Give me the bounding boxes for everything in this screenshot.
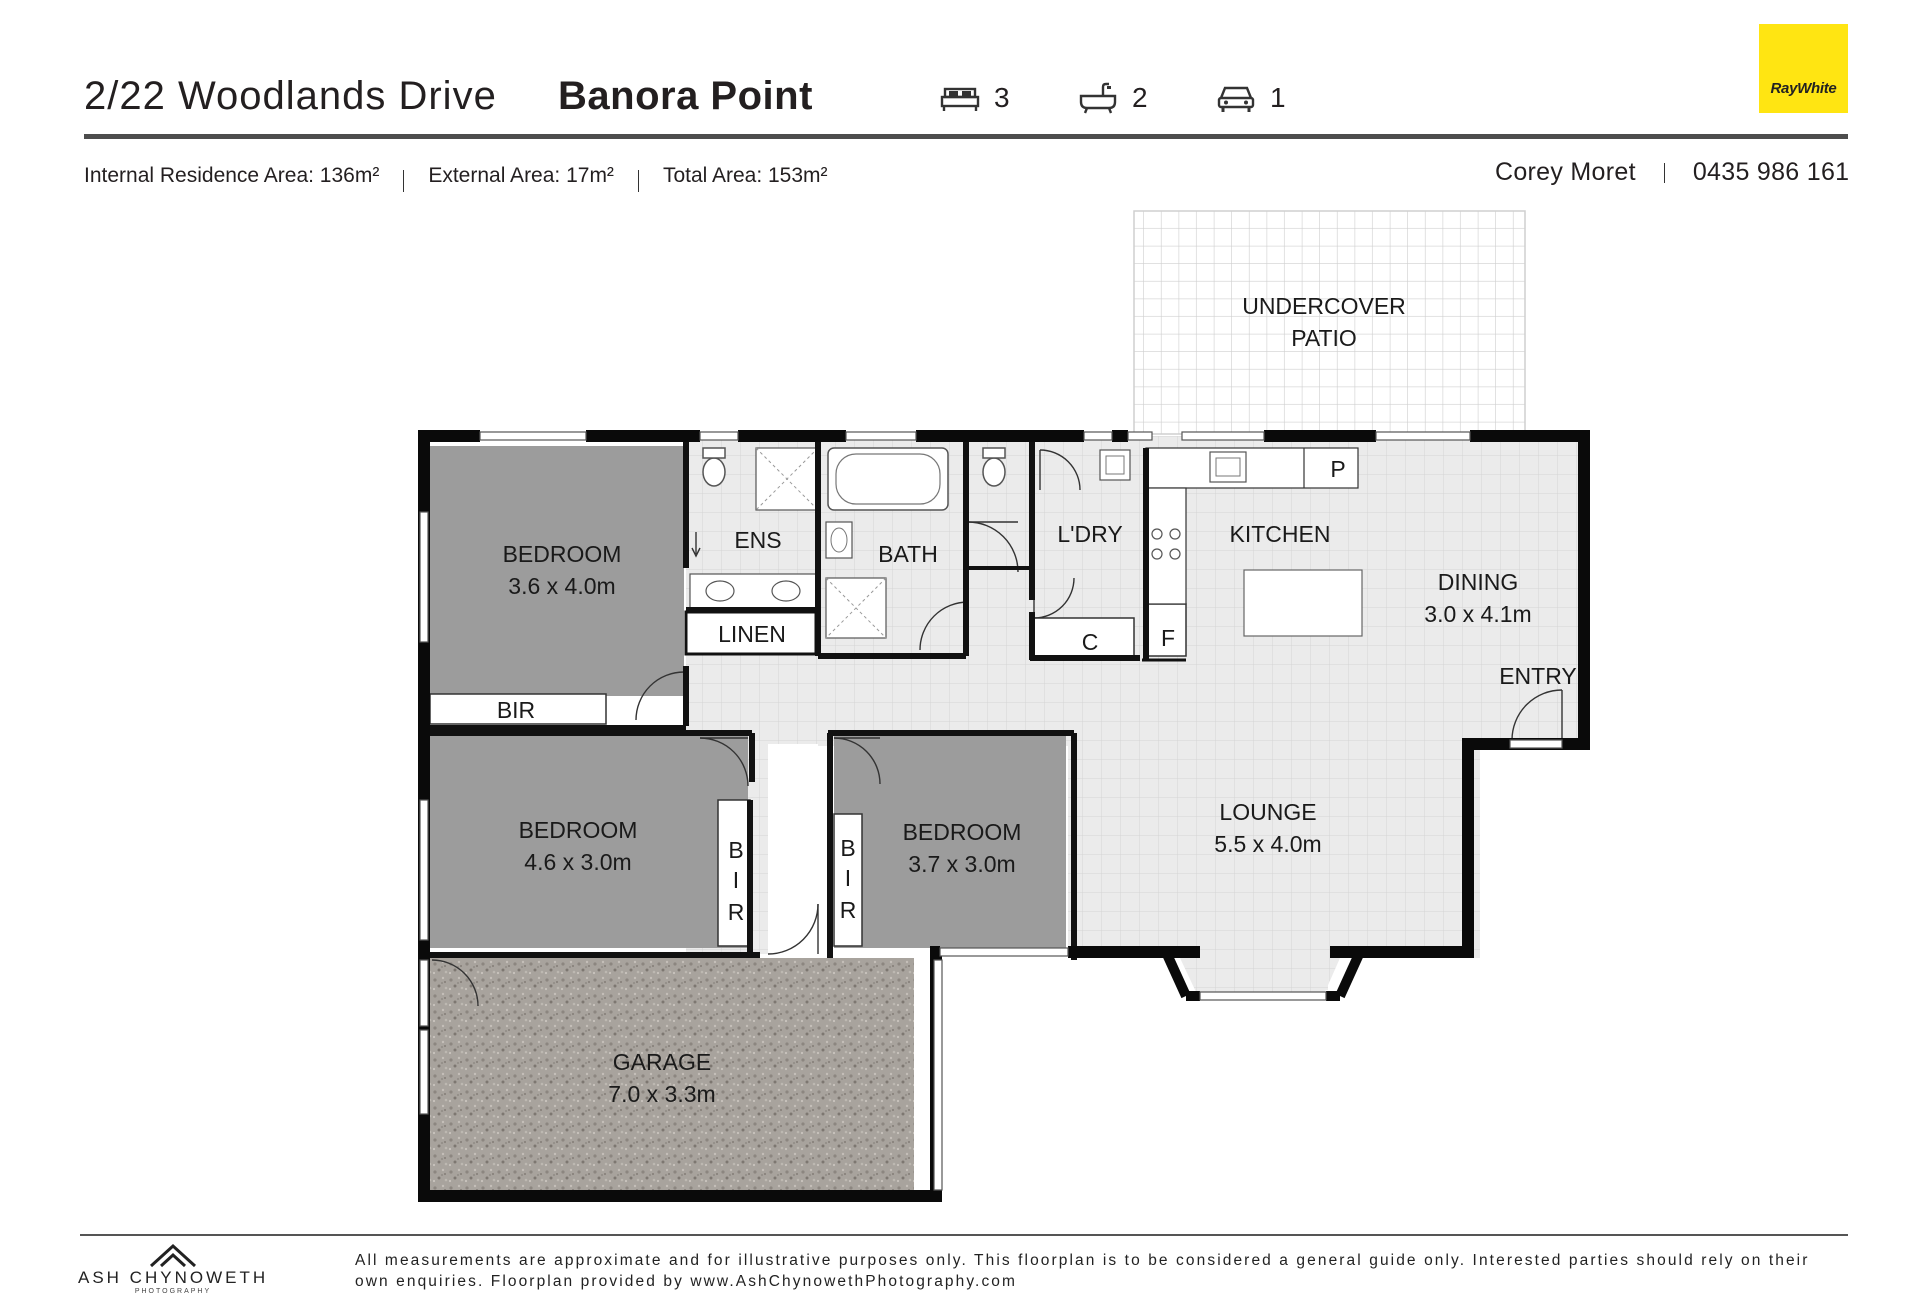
raywhite-logo-text: RayWhite <box>1770 80 1837 97</box>
baths-count: 2 <box>1132 82 1148 113</box>
disclaimer-text: All measurements are approximate and for illustrative purposes only. This floorplan is to be considered a general guide only. Interested parties should rely on their own enquiries. Floorplan provided by www.AshChynowethPhotography.com <box>355 1252 1810 1290</box>
bedroom-1-dim: 3.6 x 4.0m <box>508 573 616 599</box>
agent-name: Corey Moret <box>1495 158 1636 186</box>
ensuite-label: ENS <box>734 527 782 553</box>
agent-phone: 0435 986 161 <box>1692 158 1850 186</box>
bedroom-1-label: BEDROOM <box>502 541 622 567</box>
bir-1-label: BIR <box>496 697 536 723</box>
bedroom-3-dim: 3.7 x 3.0m <box>908 851 1016 877</box>
cars-count: 1 <box>1270 82 1286 113</box>
bir-2-i: I <box>732 867 740 893</box>
total-area: Total Area: 153m² <box>662 164 828 187</box>
patio-label-1: UNDERCOVER <box>1242 293 1406 319</box>
garage-floor <box>430 958 914 1194</box>
beds-count: 3 <box>994 82 1010 113</box>
bath-label: BATH <box>878 541 938 567</box>
bir-2-r: R <box>727 899 745 925</box>
bir-3-b: B <box>840 835 856 861</box>
linen-label: LINEN <box>718 621 786 647</box>
internal-area: Internal Residence Area: 136m² <box>84 164 380 187</box>
property-address: 2/22 Woodlands Drive <box>84 74 497 118</box>
mountain-icon <box>143 1242 203 1268</box>
bedroom-2-label: BEDROOM <box>518 817 638 843</box>
dining-dim: 3.0 x 4.1m <box>1424 601 1532 627</box>
property-suburb: Banora Point <box>558 74 813 118</box>
bedroom-3-label: BEDROOM <box>902 819 1022 845</box>
kitchen-label: KITCHEN <box>1229 521 1331 547</box>
cupboard-label: C <box>1081 629 1099 655</box>
bir-3-r: R <box>839 897 857 923</box>
laundry-label: L'DRY <box>1057 521 1123 547</box>
fridge-label: F <box>1160 625 1176 651</box>
photographer-sub: PHOTOGRAPHY <box>134 1288 212 1295</box>
pantry-label: P <box>1330 456 1346 482</box>
bedroom-2-dim: 4.6 x 3.0m <box>524 849 632 875</box>
bedroom-1-floor <box>430 446 684 696</box>
bir-3-i: I <box>844 865 852 891</box>
photographer-name: ASH CHYNOWETH <box>78 1268 269 1287</box>
external-area: External Area: 17m² <box>428 164 614 187</box>
lounge-label: LOUNGE <box>1219 799 1317 825</box>
patio-label-2: PATIO <box>1291 325 1357 351</box>
garage-label: GARAGE <box>612 1049 712 1075</box>
dining-label: DINING <box>1437 569 1519 595</box>
lounge-dim: 5.5 x 4.0m <box>1214 831 1322 857</box>
entry-label: ENTRY <box>1499 663 1577 689</box>
bir-2-b: B <box>728 837 744 863</box>
garage-dim: 7.0 x 3.3m <box>608 1081 716 1107</box>
undercover-patio <box>1134 211 1525 434</box>
footer-rule <box>80 1234 1848 1236</box>
ash-chynoweth-logo <box>78 1242 268 1295</box>
